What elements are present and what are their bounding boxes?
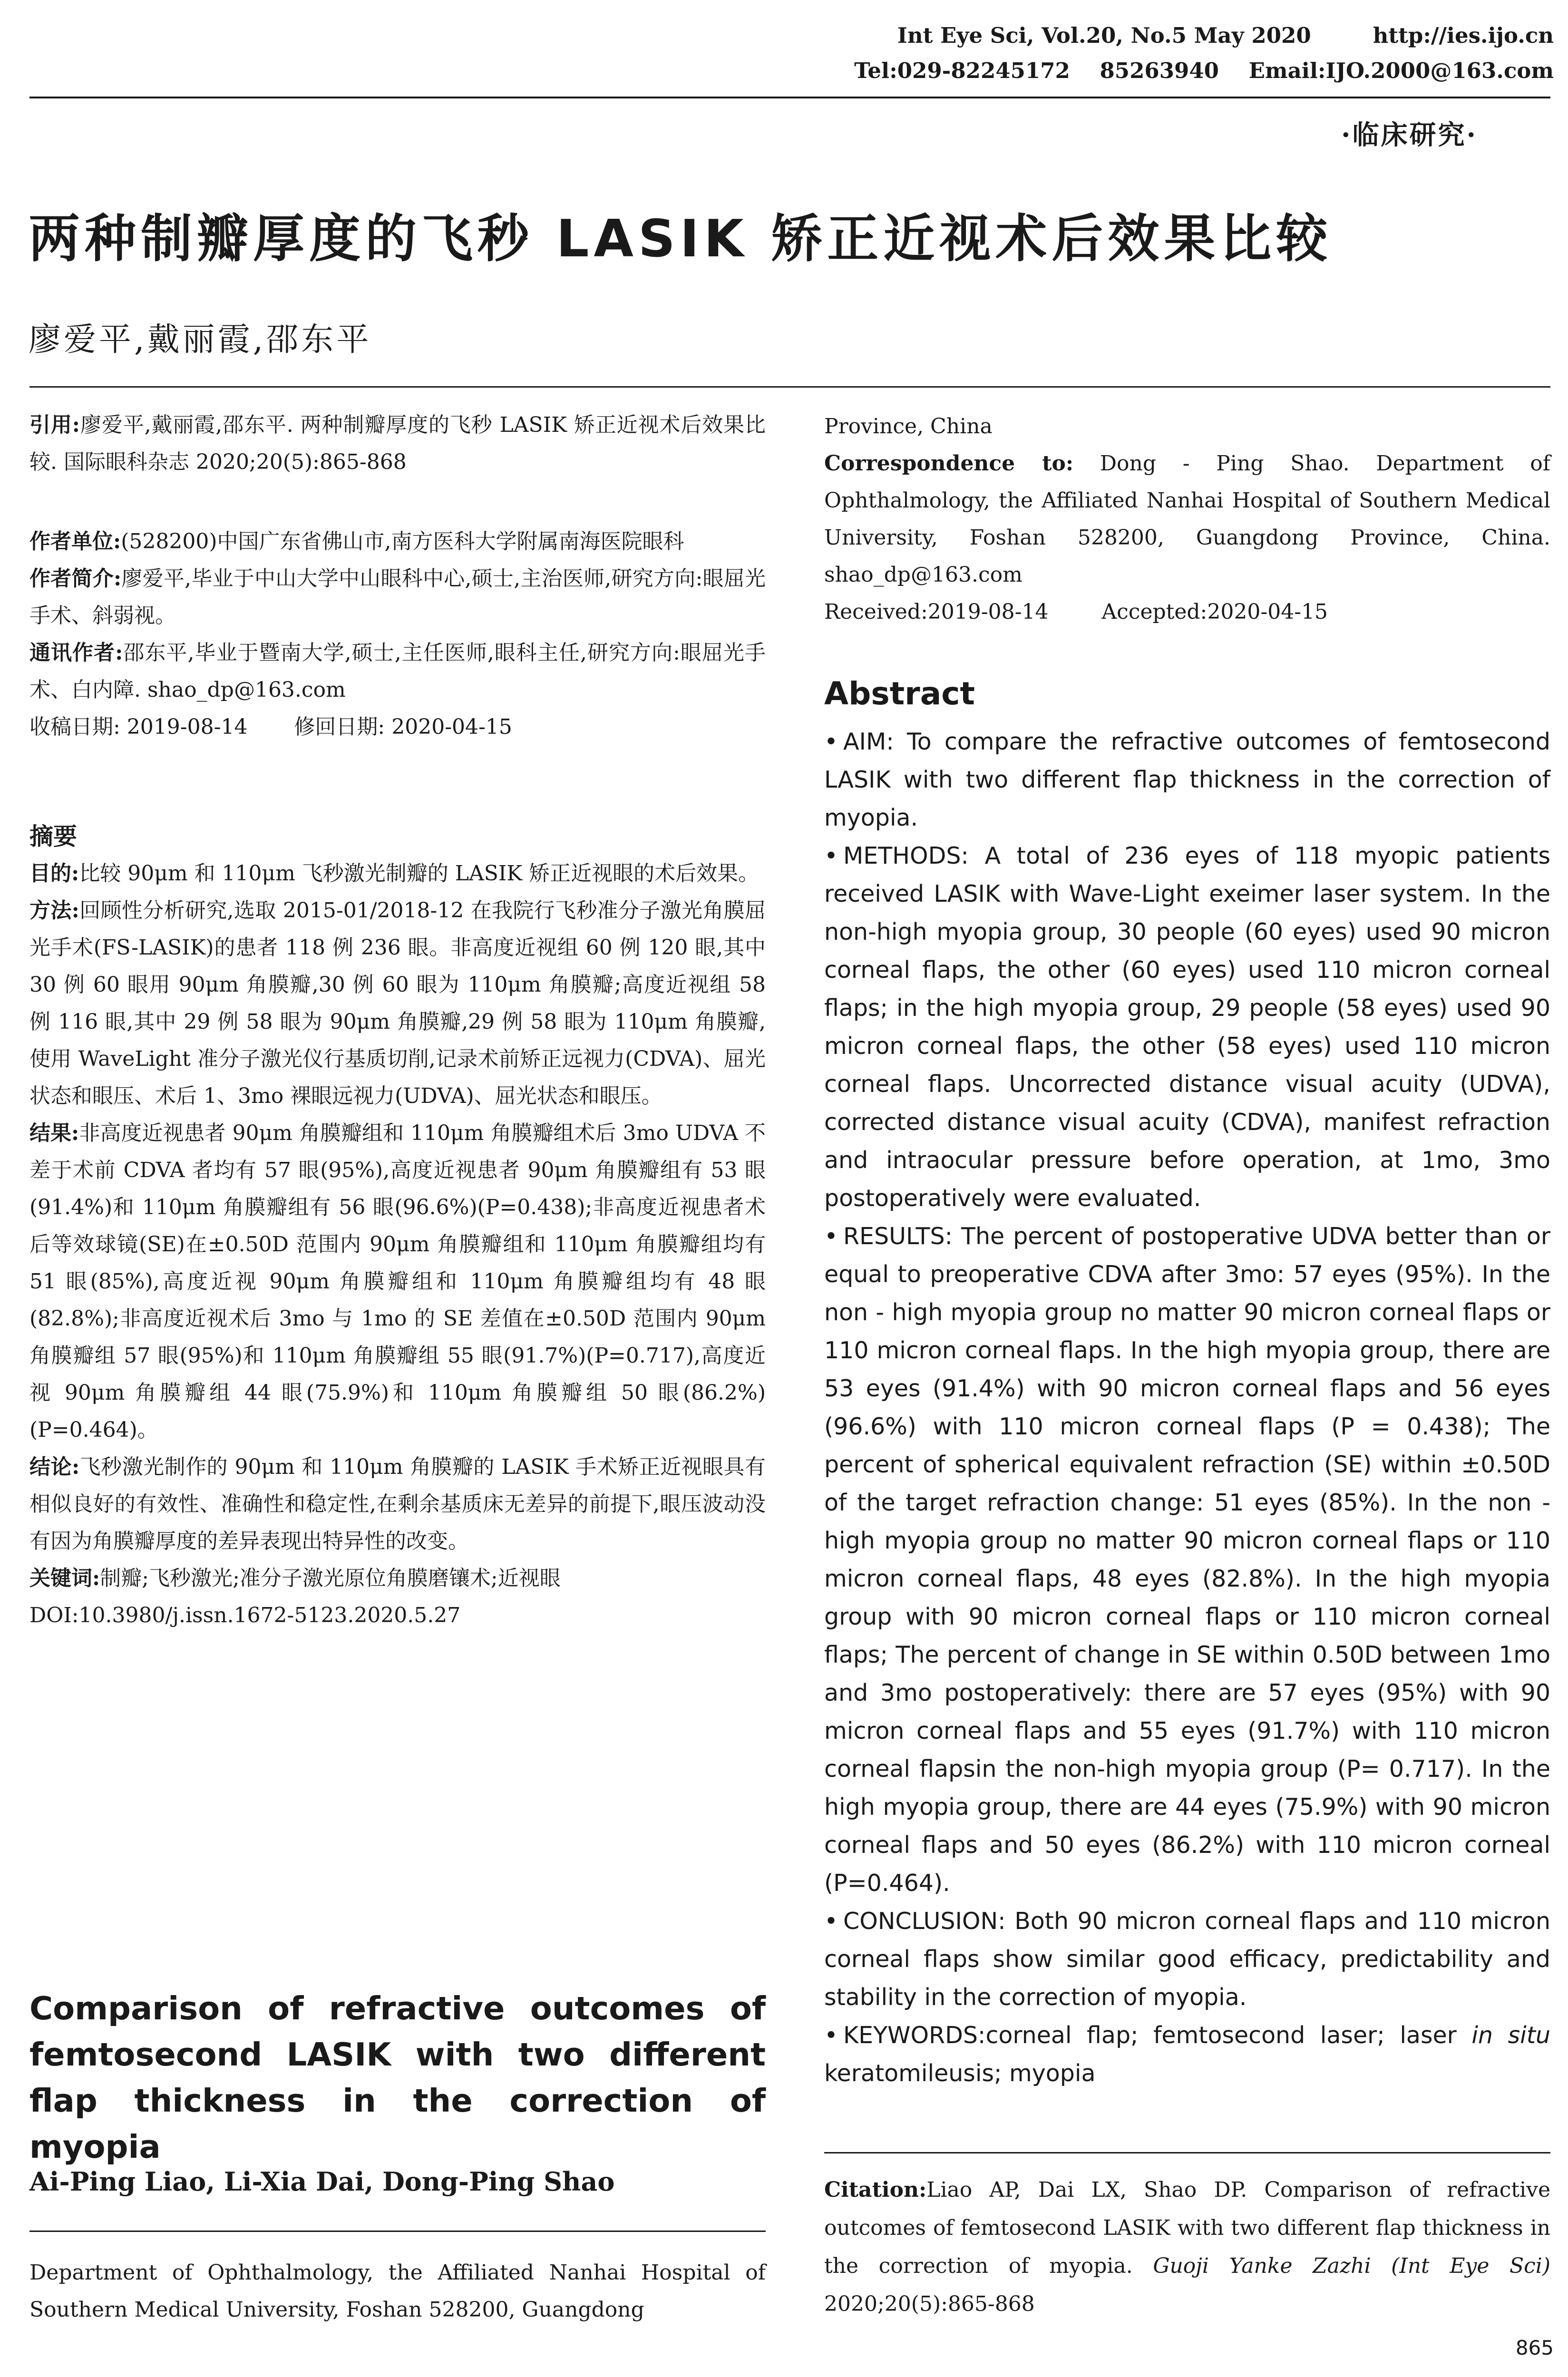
- methods-en-text: A total of 236 eyes of 118 myopic patients received LASIK with Wave-Light exeimer laser system. In the non-high myopia group, 30 people (60 eyes) used 90 micron corneal flaps, the other (60 eyes) used 110 micron corneal flaps; in the high myopia group, 29 people (58 eyes) used 90 micron corneal flaps, the other (58 eyes) used 110 micron corneal flaps. Uncorrected distance visual acuity (UDVA), corrected distance visual acuity (CDVA), manifest refraction and intraocular pressure before operation, at 1mo, 3mo postoperatively were evaluated.: [824, 842, 1550, 1212]
- journal-header-line-1: [897, 23, 1554, 48]
- corr-cn-text: 邵东平,毕业于暨南大学,硕士,主任医师,眼科主任,研究方向:眼屈光手术、白内障. shao_dp@163.com: [29, 641, 766, 702]
- bio-text: 廖爱平,毕业于中山大学中山眼科中心,硕士,主治医师,研究方向:眼屈光手术、斜弱视。: [29, 566, 766, 628]
- corr-en-label: Correspondence to:: [824, 451, 1074, 476]
- affiliation-en: Department of Ophthalmology, the Affiliated Nanhai Hospital of Southern Medical University, Foshan 528200, Guangdong: [29, 2260, 766, 2322]
- article-title-en: Comparison of refractive outcomes of femtosecond LASIK with two different flap thickness in the correction of myopia: [29, 1990, 766, 2165]
- citation-en: [824, 2171, 1550, 2323]
- bio-label: 作者简介:: [29, 566, 122, 591]
- keywords-en-italic: in situ: [1471, 2022, 1551, 2049]
- page-number: 865: [1515, 2336, 1554, 2359]
- article-title-cn: 两种制瓣厚度的飞秒 LASIK 矫正近视术后效果比较: [29, 209, 1333, 269]
- journal-info: Int Eye Sci, Vol.20, No.5 May 2020: [897, 23, 1311, 48]
- bullet-icon: •: [824, 728, 838, 755]
- corr-en-text: Dong - Ping Shao. Department of Ophthalmology, the Affiliated Nanhai Hospital of Southern Medical University, Foshan 528200, Guangdong Province, China. shao_dp@163.com: [824, 451, 1550, 587]
- received-cn: 收稿日期: 2019-08-14: [29, 715, 248, 739]
- bullet-icon: •: [824, 1908, 838, 1935]
- methods-en-label: METHODS:: [843, 842, 969, 869]
- citation-en-text-end: 2020;20(5):865-868: [824, 2292, 1035, 2316]
- authors-en: Ai-Ping Liao, Li-Xia Dai, Dong-Ping Shao: [29, 2166, 615, 2197]
- results-cn-text: 非高度近视患者 90μm 角膜瓣组和 110μm 角膜瓣组术后 3mo UDVA 不差于术前 CDVA 者均有 57 眼(95%),高度近视患者 90μm 角膜瓣组有 53 眼(91.4%)和 110μm 角膜瓣组有 56 眼(96.6%)(P=0.438);非高度近视患者术后等效球镜(SE)在±0.50D 范围内 90μm 角膜瓣组和 110μm 角膜瓣组均有 51 眼(85%),高度近视 90μm 角膜瓣组和 110μm 角膜瓣组均有 48 眼(82.8%);非高度近视术后 3mo 与 1mo 的 SE 差值在±0.50D 范围内 90μm 角膜瓣组 57 眼(95%)和 110μm 角膜瓣组 55 眼(91.7%)(P=0.717),高度近视 90μm 角膜瓣组 44 眼(75.9%)和 110μm 角膜瓣组 50 眼(86.2%)(P=0.464)。: [29, 1121, 766, 1442]
- conclusion-en-label: CONCLUSION:: [843, 1908, 1006, 1935]
- aim-cn-text: 比较 90μm 和 110μm 飞秒激光制瓣的 LASIK 矫正近视眼的术后效果。: [79, 861, 760, 886]
- unit-label: 作者单位:: [29, 529, 121, 554]
- authors-cn: 廖爱平,戴丽霞,邵东平: [29, 321, 372, 359]
- author-info: [29, 523, 766, 746]
- correspondence-en: [824, 408, 1550, 631]
- keywords-en-text-end: keratomileusis; myopia: [824, 2060, 1096, 2087]
- methods-cn-text: 回顾性分析研究,选取 2015-01/2018-12 在我院行飞秒准分子激光角膜屈光手术(FS-LASIK)的患者 118 例 236 眼。非高度近视组 60 例 120 眼,其中 30 例 60 眼用 90μm 角膜瓣,30 例 60 眼为 110μm 角膜瓣;高度近视组 58 例 116 眼,其中 29 例 58 眼为 90μm 角膜瓣,29 例 58 眼为 110μm 角膜瓣,使用 WaveLight 准分子激光仪行基质切削,记录术前矫正远视力(CDVA)、屈光状态和眼压、术后 1、3mo 裸眼远视力(UDVA)、屈光状态和眼压。: [29, 898, 766, 1108]
- received-en: Received:2019-08-14: [824, 600, 1049, 624]
- affiliation-rule: [29, 2231, 766, 2232]
- results-cn-label: 结果:: [29, 1121, 79, 1145]
- journal-email[interactable]: Email:IJO.2000@163.com: [1248, 58, 1554, 83]
- results-en-label: RESULTS:: [843, 1223, 953, 1250]
- journal-tel: Tel:029-82245172: [854, 58, 1070, 83]
- conclusion-cn-text: 飞秒激光制作的 90μm 和 110μm 角膜瓣的 LASIK 手术矫正近视眼具有相似良好的有效性、准确性和稳定性,在剩余基质床无差异的前提下,眼压波动没有因为角膜瓣厚度的差异表现出特异性的改变。: [29, 1455, 766, 1553]
- journal-url[interactable]: http://ies.ijo.cn: [1373, 23, 1554, 48]
- citation-cn-label: 引用:: [29, 413, 80, 437]
- keywords-cn-label: 关键词:: [29, 1566, 100, 1590]
- citation-en-journal: Guoji Yanke Zazhi (Int Eye Sci): [1153, 2254, 1550, 2278]
- abstract-en-heading: Abstract: [824, 675, 975, 712]
- bullet-icon: •: [824, 2022, 838, 2049]
- abstract-en: [824, 723, 1550, 2093]
- journal-header-line-2: [854, 58, 1554, 83]
- abstract-cn: [29, 818, 766, 1634]
- citation-cn-text: 廖爱平,戴丽霞,邵东平. 两种制瓣厚度的飞秒 LASIK 矫正近视术后效果比较. 国际眼科杂志 2020;20(5):865-868: [29, 413, 766, 474]
- keywords-en-label: KEYWORDS:: [843, 2022, 986, 2049]
- corr-cn-label: 通讯作者:: [29, 641, 123, 665]
- revised-cn: 修回日期: 2020-04-15: [294, 715, 512, 739]
- conclusion-en-text: Both 90 micron corneal flaps and 110 micron corneal flaps show similar good efficacy, predictability and stability in the correction of myopia.: [824, 1908, 1550, 2011]
- citation-cn: [29, 407, 766, 481]
- journal-tel-2: 85263940: [1100, 58, 1219, 83]
- aim-cn-label: 目的:: [29, 861, 79, 886]
- header-rule: [29, 97, 1550, 98]
- citation-rule: [824, 2152, 1550, 2153]
- accepted-en: Accepted:2020-04-15: [1101, 600, 1328, 624]
- unit-text: (528200)中国广东省佛山市,南方医科大学附属南海医院眼科: [121, 529, 684, 554]
- abstract-cn-title: 摘要: [29, 822, 77, 850]
- doi[interactable]: DOI:10.3980/j.issn.1672-5123.2020.5.27: [29, 1603, 461, 1627]
- keywords-en-text: corneal flap; femtosecond laser; laser: [985, 2022, 1472, 2049]
- title-rule: [29, 386, 1550, 388]
- aim-en-text: To compare the refractive outcomes of femtosecond LASIK with two different flap thickness in the correction of myopia.: [824, 728, 1550, 831]
- citation-en-text: Liao AP, Dai LX, Shao DP. Comparison of refractive outcomes of femtosecond LASIK with two different flap thickness in the correction of myopia.: [824, 2178, 1550, 2278]
- conclusion-cn-label: 结论:: [29, 1455, 80, 1479]
- bullet-icon: •: [824, 842, 838, 869]
- affiliation-en-cont: Province, China: [824, 414, 993, 438]
- section-label: ·临床研究·: [1341, 119, 1478, 151]
- bullet-icon: •: [824, 1223, 838, 1250]
- methods-cn-label: 方法:: [29, 898, 79, 923]
- citation-en-label: Citation:: [824, 2178, 927, 2202]
- keywords-cn-text: 制瓣;飞秒激光;准分子激光原位角膜磨镶术;近视眼: [100, 1566, 561, 1590]
- results-en-text: The percent of postoperative UDVA better than or equal to preoperative CDVA after 3mo: 57 eyes (95%). In the non - high myopia group no matter 90 micron corneal flaps or 110 micron corneal flaps. In the high myopia group, there are 53 eyes (91.4%) with 90 micron corneal flaps and 56 eyes (96.6%) with 110 micron corneal flaps (P = 0.438); The percent of spherical equivalent refraction (SE) within ±0.50D of the target refraction change: 51 eyes (85%). In the non - high myopia group no matter 90 micron corneal flaps or 110 micron corneal flaps, 48 eyes (82.8%). In the high myopia group with 90 micron corneal flaps or 110 micron corneal flaps; The percent of change in SE within 0.50D between 1mo and 3mo postoperatively: there are 57 eyes (95%) with 90 micron corneal flaps and 55 eyes (91.7%) with 110 micron corneal flapsin the non-high myopia group (P= 0.717). In the high myopia group, there are 44 eyes (75.9%) with 90 micron corneal flaps and 50 eyes (86.2%) with 110 micron corneal (P=0.464).: [824, 1223, 1550, 1897]
- aim-en-label: AIM:: [843, 728, 894, 755]
